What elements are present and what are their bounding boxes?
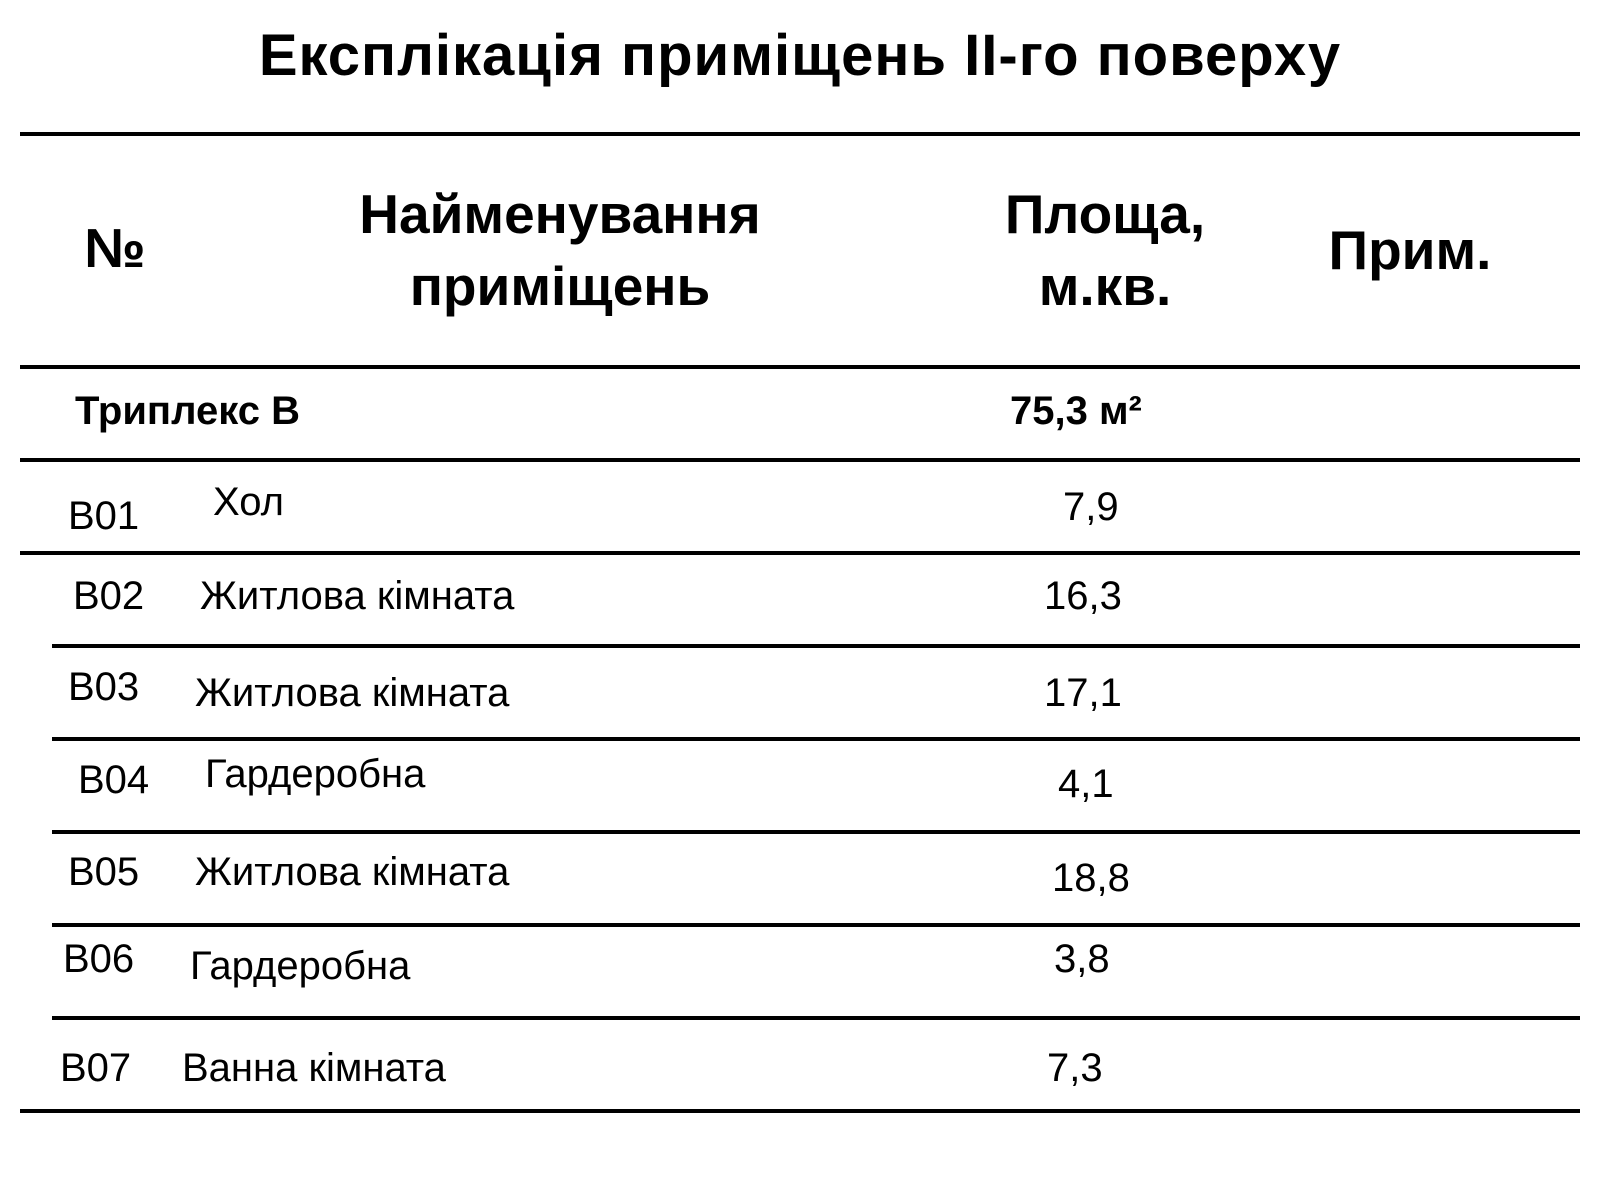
header-name-line1: Найменування	[359, 183, 761, 245]
room-code: В05	[68, 850, 140, 894]
room-area: 4,1	[1058, 762, 1114, 806]
table-rule-row-5	[52, 923, 1580, 927]
table-rule-row-2	[52, 644, 1580, 648]
page-title: Експлікація приміщень ІІ-го поверху	[258, 23, 1342, 88]
room-area: 7,9	[1063, 485, 1119, 529]
room-code: В03	[68, 665, 140, 709]
room-area: 7,3	[1047, 1046, 1103, 1090]
table-rule-row-1	[20, 551, 1580, 555]
header-area-line2: м.кв.	[1038, 255, 1172, 317]
room-code: В01	[68, 494, 140, 538]
header-name	[300, 178, 820, 322]
room-name: Житлова кімната	[195, 671, 510, 715]
room-name: Житлова кімната	[200, 574, 515, 618]
table-rule-group-bottom	[20, 458, 1580, 462]
table-rule-row-6	[52, 1016, 1580, 1020]
header-area	[960, 178, 1250, 322]
room-code: В02	[73, 574, 145, 618]
table-rule-row-3	[52, 737, 1580, 741]
header-name-line2: приміщень	[409, 255, 711, 317]
table-rule-row-4	[52, 830, 1580, 834]
room-area: 18,8	[1052, 856, 1130, 900]
header-number: №	[84, 217, 146, 279]
table-rule-header-bottom	[20, 365, 1580, 369]
room-code: В04	[78, 758, 150, 802]
room-area: 17,1	[1044, 671, 1122, 715]
room-name: Гардеробна	[205, 752, 426, 796]
room-area: 16,3	[1044, 574, 1122, 618]
group-name: Триплекс В	[75, 389, 300, 433]
room-name: Гардеробна	[190, 944, 411, 988]
header-area-line1: Площа,	[1004, 183, 1206, 245]
header-notes: Прим.	[1328, 219, 1492, 281]
room-name: Хол	[213, 480, 284, 524]
room-name: Житлова кімната	[195, 850, 510, 894]
table-rule-bottom	[20, 1109, 1580, 1113]
group-area: 75,3 м²	[1010, 389, 1142, 433]
room-area: 3,8	[1054, 937, 1110, 981]
table-rule-top	[20, 132, 1580, 136]
room-code: В06	[63, 937, 135, 981]
room-name: Ванна кімната	[182, 1046, 446, 1090]
room-code: В07	[60, 1046, 132, 1090]
